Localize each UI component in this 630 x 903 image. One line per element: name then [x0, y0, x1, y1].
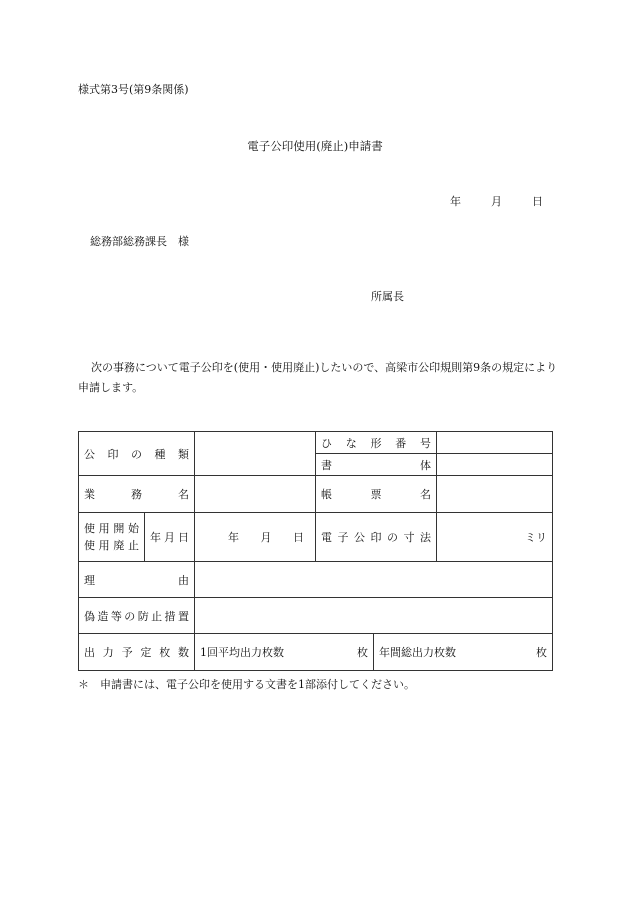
model-number-label: [316, 432, 437, 454]
body-text: 次の事務について電子公印を(使用・使用廃止)したいので、高梁市公印規則第9条の規定により申請します。: [78, 361, 558, 394]
spread-label: 使 用 廃 止: [84, 539, 139, 552]
per-print-field[interactable]: [195, 634, 374, 671]
typeface-field[interactable]: [437, 454, 553, 476]
form-number: 様式第3号(第9条関係): [78, 83, 189, 96]
business-label: [79, 476, 195, 513]
date-header-label: [145, 513, 195, 562]
date-line: [450, 193, 543, 209]
seal-size-label: [316, 513, 437, 562]
spread-label: 帳 票 名: [321, 488, 431, 501]
applicant-label: 所属長: [371, 290, 404, 303]
forgery-field[interactable]: [195, 598, 553, 634]
spread-label: 理 由: [84, 573, 189, 587]
reason-field[interactable]: [195, 562, 553, 598]
forgery-label: [79, 598, 195, 634]
annual-total-unit: 枚: [536, 646, 547, 659]
spread-label: 偽 造 等 の 防 止 措 置: [84, 609, 189, 623]
annual-total-field[interactable]: [374, 634, 553, 671]
application-table: [78, 431, 553, 671]
date-day: 日: [532, 195, 543, 208]
business-field[interactable]: [195, 476, 316, 513]
spread-label: 業 務 名: [84, 488, 189, 501]
start-date-month: 月: [260, 531, 272, 544]
spread-label: 書 体: [321, 458, 431, 472]
model-number-field[interactable]: [437, 432, 553, 454]
seal-type-field[interactable]: [195, 432, 316, 476]
start-date-day: 日: [293, 531, 304, 544]
spread-label: 年 月 日: [150, 531, 189, 544]
date-month: 月: [491, 195, 502, 208]
reason-label: [79, 562, 195, 598]
spread-label: 公 印 の 種 類: [84, 447, 189, 461]
spread-label: 使 用 開 始: [84, 522, 139, 535]
document-title: 電子公印使用(廃止)申請書: [247, 139, 383, 153]
annual-total-label: 年間総出力枚数: [379, 646, 456, 659]
addressee: 総務部総務課長 様: [90, 235, 189, 248]
attachment-note: ＊ 申請書には、電子公印を使用する文書を1部添付してください。: [78, 678, 415, 691]
spread-label: 出 力 予 定 枚 数: [84, 646, 189, 659]
date-year: 年: [450, 195, 461, 208]
typeface-label: [316, 454, 437, 476]
start-stop-label: [79, 513, 145, 562]
form-name-field[interactable]: [437, 476, 553, 513]
per-print-label: 1回平均出力枚数: [200, 646, 284, 659]
seal-size-field[interactable]: [437, 513, 553, 562]
form-name-label: [316, 476, 437, 513]
seal-size-unit: ミリ: [525, 531, 547, 544]
per-print-unit: 枚: [357, 646, 368, 659]
seal-type-label: [79, 432, 195, 476]
spread-label: 電 子 公 印 の 寸 法: [321, 531, 431, 544]
print-count-label: [79, 634, 195, 671]
start-date-field[interactable]: [195, 513, 316, 562]
start-date-year: 年: [228, 531, 239, 544]
spread-label: ひ な 形 番 号: [321, 436, 431, 450]
